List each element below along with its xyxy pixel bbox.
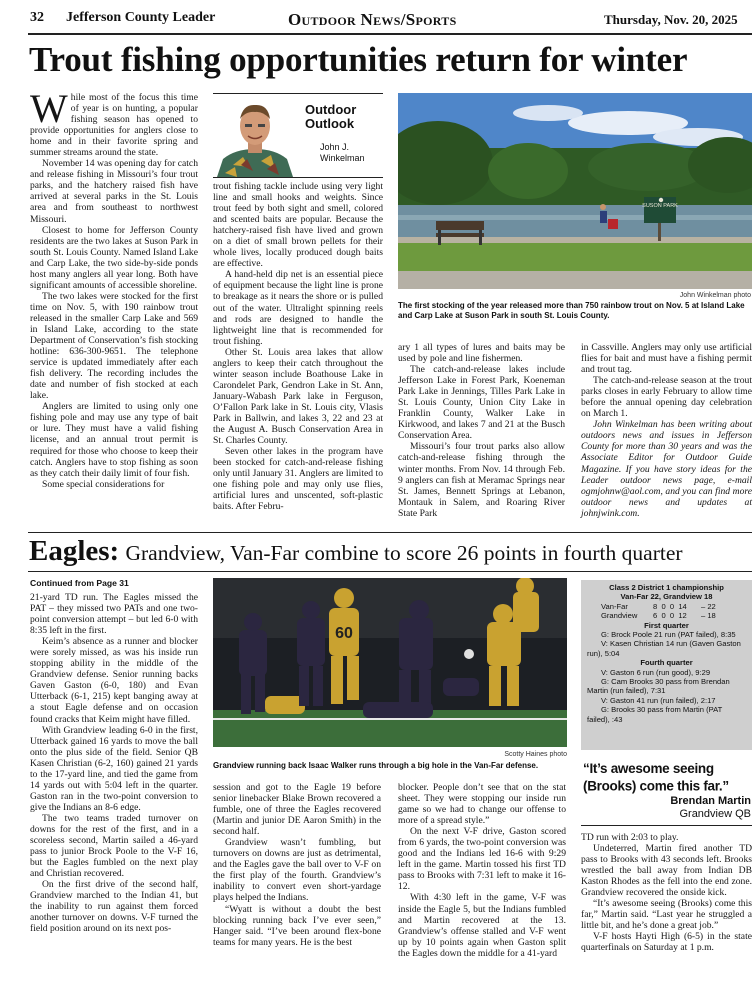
trout-column-4: in Cassville. Anglers may only use artificial flies for bait and must have a fishing permit and trout tag. The catch-and-release season at the trout parks closes in early February to allow time before the annual opening day celebration on March 1. John Winkelman has been writing about outdoors news and issues in Jefferson County for more than 30 years and was the Associate Editor for Outdoor Guide Magazine. If you have story ideas for the Leader outdoor news page, e-mail ogmjohnw@aol.com, and you can find more outdoor news and updates at johnjwink.com. — [581, 342, 752, 519]
box-subtitle: Van-Far 22, Grandview 18 — [620, 592, 713, 602]
box-scoring-play: V: Gaston 41 run (run failed), 2:17 — [601, 695, 716, 705]
quote-rule — [581, 825, 752, 826]
trout-headline: Trout fishing opportunities return for winter — [29, 40, 688, 79]
jersey-number: 60 — [335, 625, 353, 642]
eagles-column-2: session and got to the Eagle 19 before senior linebacker Blake Brown recovered a fumble, one of three the Eagles recovered (Martin and junior DE Aaron Smith) in the second half. Grandview wasn’t fumbling, but turnovers on downs are just as detrimental, and the Eagles gave the ball over to V-F on the first play of the fourth. Grandview’s inability to convert even short-yardage plays helped the Indians. “Wyatt is without a doubt the best blocking running back I’ve ever seen,” Hanger said. “I’ve been around flex-bone teams for many years. He is the best — [213, 782, 381, 948]
pull-quote: “It’s awesome seeing (Brooks) come this far.” — [583, 760, 729, 794]
eagles-headline-rule — [28, 571, 752, 572]
header-rule — [28, 33, 752, 35]
eagles-column-4: TD run with 2:03 to play. Undeterred, Martin fired another TD pass to Brooks with 43 seconds left. Brooks wrestled the ball away from Indian DB Kaston Rhodes as the fell into the end zone. Grandview recovered the onside kick. “It’s awesome seeing (Brooks) come this far,” Martin said. “Last year he struggled a little bit, and he’s done a great job.” V-F hosts Hayti High (6-5) in the state quarterfinals on Saturday at 1 p.m. — [581, 832, 752, 954]
issue-date: Thursday, Nov. 20, 2025 — [604, 12, 738, 27]
box-score — [581, 580, 752, 750]
column-rule-bottom — [213, 177, 383, 178]
paper-name: Jefferson County Leader — [66, 10, 216, 25]
trout-photo-credit: John Winkelman photo — [679, 292, 751, 299]
trout-column-2: trout fishing tackle include using very light line and small hooks and weights. Since trout feed by both sight and smell, colored and scented baits are popular. Because the hatchery-raised fish have lived and grown on a diet of small brown pellets for their whole lives, locally produced dough baits are effective. A hand-held dip net is an essential piece of equipment because the light line is prone to breakage as it nears the shore or is pulled out of the water. Ultralight spinning reels and rods are designed to handle the lightweight line that is recommended for trout fishing. Other St. Louis area lakes that allow anglers to keep their catch throughout the winter season include Boathouse Lake in Carondelet Park, Gendron Lake in St. Ann, January-Wabash Park lake in Ferguson, O’Fallon Park lake in St. Louis city, Vlasis Park in Ballwin, and lakes 3, 22 and 23 at the August A. Busch Conservation Area in St. Charles County. Seven other lakes in the program have been stocked for catch-and-release fishing only until January 31. Anglers are limited to one fishing pole and may only use flies, artificial lures and unscented, soft-plastic baits. After Febru- — [213, 181, 383, 513]
box-scoring-play: V: Gaston 6 run (run good), 9:29 — [601, 667, 711, 677]
box-row-vanfar: Van-Far 8 0 0 14 – 22 — [601, 601, 716, 611]
box-scoring-play: V: Kasen Christian 14 run (Gaven Gaston run), 5:04 — [587, 639, 741, 658]
box-q1-heading: First quarter — [644, 620, 689, 630]
trout-photo-caption: The first stocking of the year released more than 750 rainbow trout on Nov. 5 at Island Lake and Carp Lake at Suson Park in south St. Louis County. — [398, 301, 745, 320]
football-photo-credit: Scotty Haines photo — [504, 751, 567, 758]
eagles-column-1: 21-yard TD run. The Eagles missed the PAT – they missed two PATs and one two-point conversion attempt – but led 6-0 with 8:35 left in the first. Keim’s absence as a runner and blocker were sorely missed, as was his inside run stopping ability in the middle of the Grandview defense. Senior running backs Gaven Gaston (6-0, 180) and Evan Utterback (6-1, 215) kept banging away at a stout Eagle defense and on occasion found cracks that Keim might have filled. With Grandview leading 6-0 in the first, Utterback gained 16 yards to move the ball onto the plus side of the field. Senior QB Kasen Christian (6-2, 160) gained 21 yards to the 17-yard line, and tied the game from 14 yards out with 5:04 left in the quarter. Gaston ran in the two-point conversion to give the Indians an 8-6 edge. The two teams traded turnover on downs for the rest of the first, and in a scoreless second, Martin sailed a 46-yard pass to junior Brock Poole to the V-F 16, but the Eagles fumbled on the next play and Christian recovered. On the first drive of the second half, Grandview marched to the Indian 41, but the inability to run against them forced another turnover on downs. V-F turned the field position around on its next pos- — [30, 592, 198, 935]
author-bio: John Winkelman has been writing about outdoors news and issues in Jefferson County for more than 30 years and was the Associate Editor for Outdoor Guide Magazine. If you have story ideas for the Leader outdoor news page, e-mail ogmjohnw@aol.com, and you can find more outdoor news and updates at johnjwink.com. — [581, 419, 752, 519]
park-sign-text: SUSON PARK — [642, 203, 678, 209]
box-scoring-play: G: Brock Poole 21 run (PAT failed), 8:35 — [601, 630, 736, 640]
football-photo — [213, 578, 567, 747]
eagles-headline: Eagles: Grandview, Van-Far combine to score 26 points in fourth quarter — [29, 535, 683, 567]
suson-park-photo — [398, 93, 752, 289]
trout-column-1: While most of the focus this time of year is on hunting, a popular fishing season has opened to provide opportunities for anglers close to home and in their favorite spring and summer streams around the state. November 14 was opening day for catch and release fishing in Missouri’s four trout parks, and the hatchery raised fish have arrived at several parks in the St. Louis area and from southeast to northwest Missouri. Closest to home for Jefferson County residents are the two lakes at Suson Park in south St. Louis County. Named Island Lake and Carp Lake, the two side-by-side ponds host many anglers all year long. Both have significant amounts of accessible shoreline. The two lakes were stocked for the first time on Nov. 5, with 190 rainbow trout released in the smaller Carp Lake and 569 in Island Lake, according to the state Department of Conservation’s fish stocking hotline: 636-300-9651. The telephone service is updated immediately after each fish delivery. The recording includes the date and number of fish stocked at each lake. Anglers are limited to using only one fishing pole and may use any type of bait or lure. They must have a valid fishing license, and an annual trout permit is required for those who choose to keep their catch. Anglers have to stop fishing as soon as they catch their daily limit of four fish. Some special considerations for — [30, 86, 198, 490]
box-scoring-play: G: Brooks 30 pass from Martin (PAT failed), :43 — [587, 705, 723, 724]
pull-quote-attribution: Brendan Martin Grandview QB — [670, 795, 751, 820]
box-title: Class 2 District 1 championship — [609, 583, 724, 592]
section-title: Outdoor News/Sports — [288, 10, 457, 29]
eagles-column-3: blocker. People don’t see that on the stat sheet. They were stopping our inside run game so we had to change our offense to more of a spread style.” On the next V-F drive, Gaston scored from 6 yards, the two-point conversion was good and the Indians led 16-6 with 9:29 left in the game. Martin tossed his first TD pass to Brooks with 7:31 left to make it 16-12. With 4:30 left in the game, V-F was inside the Eagle 5, but the Indians fumbled and Martin recovered at the 13. Grandview’s offense stalled and V-F went up by 10 points again when Gaston split the Eagles down the middle for a 41-yard — [398, 782, 566, 959]
box-scoring-play: G: Cam Brooks 30 pass from Brendan Martin (run failed), 7:31 — [587, 677, 730, 696]
football-photo-caption: Grandview running back Isaac Walker runs through a big hole in the Van-Far defense. — [213, 761, 539, 770]
story-divider — [28, 532, 752, 533]
box-q4-heading: Fourth quarter — [640, 658, 693, 668]
continued-line: Continued from Page 31 — [30, 578, 129, 588]
column-rule — [213, 93, 383, 94]
trout-column-3: ary 1 all types of lures and baits may be used by pole and line fishermen. The catch-and-release lakes include Jefferson Lake in Forest Park, Koeneman Park Lake in Jennings, Tilles Park Lake in St. Louis County, Union City Lake in Franklin County, Walker Lake in Kirkwood, and lakes 7 and 21 at the Busch Conservation Area. Missouri’s four trout parks also allow catch-and-release fishing through the winter months. From Nov. 14 through Feb. 9 anglers can fish at Meramac Springs near St. James, Bennett Springs at Lebanon, Montauk in Salem, and Roaring River State Park — [398, 342, 565, 519]
page-number: 32 — [30, 10, 44, 25]
box-row-grandview: Grandview 6 0 0 12 – 18 — [601, 611, 716, 621]
column-byline: John J. Winkelman — [320, 142, 365, 163]
drop-cap: W — [30, 86, 68, 131]
column-title: Outdoor Outlook — [305, 102, 357, 131]
columnist-photo — [213, 95, 297, 177]
